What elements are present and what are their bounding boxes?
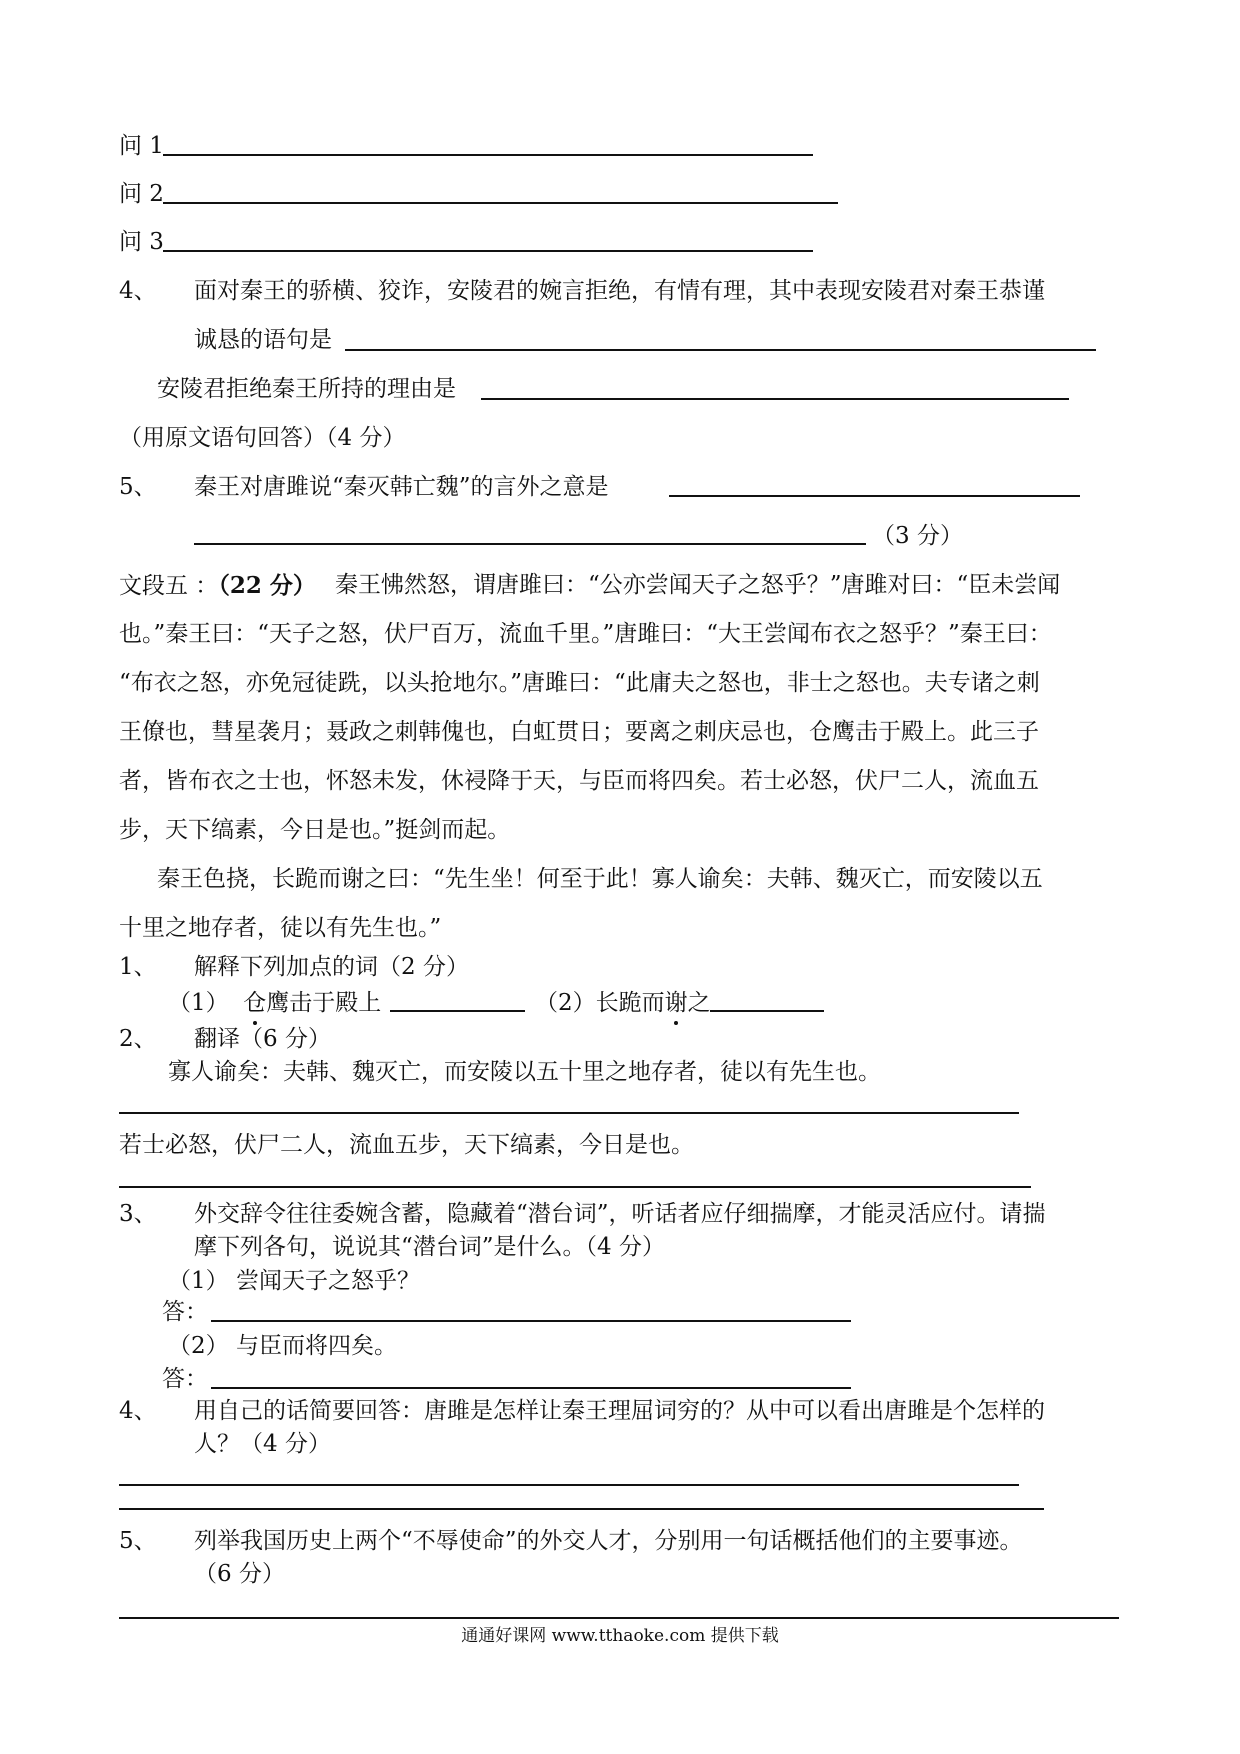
- q2-sentence-2: 若士必怒，伏尸二人，流血五步，天下缟素，今日是也。: [119, 1132, 694, 1158]
- answer-line-2[interactable]: [163, 202, 838, 204]
- q4-line-1: 用自己的话简要回答：唐雎是怎样让秦王理屈词穷的？从中可以看出唐雎是个怎样的: [194, 1398, 1045, 1424]
- q4-line-2: 人？（4 分）: [194, 1431, 331, 1457]
- q4-upper-line2: 诚恳的语句是: [194, 327, 332, 353]
- q3-answer-label-1: 答：: [162, 1299, 208, 1325]
- passage-score: （22 分）: [218, 572, 316, 599]
- q2-sentence-1: 寡人谕矣：夫韩、魏灭亡，而安陵以五十里之地存者，徒以有先生也。: [168, 1059, 881, 1085]
- answer-line-3[interactable]: [163, 250, 813, 252]
- q5-upper-answer-line-2[interactable]: [194, 543, 866, 545]
- passage-line-8: 十里之地存者，徒以有先生也。”: [119, 915, 442, 941]
- q3-line-1: 外交辞令往往委婉含蓄，隐藏着“潜台词”，听话者应仔细揣摩，才能灵活应付。请揣: [194, 1201, 1046, 1227]
- q1-item-2-pre: （2）长跪而: [535, 990, 665, 1016]
- q4-upper-answer-line-2[interactable]: [481, 398, 1069, 400]
- q1-text: 解释下列加点的词（2 分）: [194, 954, 469, 980]
- answer-label-3: 问 3: [119, 229, 164, 255]
- passage-line-1: 秦王怫然怒，谓唐雎曰：“公亦尝闻天子之怒乎？”唐雎对曰：“臣未尝闻: [335, 572, 1061, 598]
- q3-answer-label-2: 答：: [162, 1366, 208, 1392]
- answer-label-2: 问 2: [119, 181, 164, 207]
- q4-upper-answer-line-1[interactable]: [345, 349, 1096, 351]
- q1-item-1-number: （1）: [168, 990, 229, 1016]
- q5-answer-line[interactable]: [119, 1617, 1119, 1619]
- q1-dotted-word-2: 谢: [664, 990, 688, 1016]
- q5-number: 5、: [119, 1528, 157, 1554]
- q4-upper-number: 4、: [119, 278, 157, 304]
- q5-upper-score: （3 分）: [872, 523, 963, 549]
- q2-text: 翻译（6 分）: [194, 1026, 331, 1052]
- answer-line-1[interactable]: [163, 154, 813, 156]
- q3-answer-line-2[interactable]: [211, 1387, 851, 1389]
- answer-label-1: 问 1: [119, 133, 164, 159]
- passage-line-3: “布衣之怒，亦免冠徒跣，以头抢地尔。”唐雎曰：“此庸夫之怒也，非士之怒也。夫专诸之刺: [119, 670, 1040, 696]
- passage-line-2: 也。”秦王曰：“天子之怒，伏尸百万，流血千里。”唐雎曰：“大王尝闻布衣之怒乎？”秦王曰：: [119, 621, 1052, 647]
- q3-sub-2: （2） 与臣而将四矣。: [168, 1333, 397, 1359]
- q3-answer-line-1[interactable]: [211, 1320, 851, 1322]
- q3-line-2: 摩下列各句，说说其“潜台词”是什么。（4 分）: [194, 1234, 665, 1260]
- passage-line-4: 王僚也，彗星袭月；聂政之刺韩傀也，白虹贯日；要离之刺庆忌也，仓鹰击于殿上。此三子: [119, 719, 1039, 745]
- q1-dotted-word-1: 仓: [243, 990, 267, 1016]
- passage-line-5: 者，皆布衣之士也，怀怒未发，休祲降于天，与臣而将四矣。若士必怒，伏尸二人，流血五: [119, 768, 1039, 794]
- passage-label-text: 文段五 ：: [119, 573, 219, 599]
- passage-label: [119, 574, 316, 598]
- q1-answer-line-1[interactable]: [390, 1010, 525, 1012]
- q5-upper-number: 5、: [119, 474, 157, 500]
- page-footer: 通通好课网 www.tthaoke.com 提供下载: [461, 1626, 779, 1646]
- q4-upper-line3: 安陵君拒绝秦王所持的理由是: [157, 376, 456, 402]
- q4-upper-line4: （用原文语句回答）（4 分）: [119, 425, 406, 451]
- q1-item-1: [168, 992, 381, 1015]
- q5-line-1: 列举我国历史上两个“不辱使命”的外交人才，分别用一句话概括他们的主要事迹。: [194, 1528, 1023, 1554]
- q2-answer-line-2[interactable]: [119, 1186, 1031, 1188]
- passage-line-7: 秦王色挠，长跪而谢之曰：“先生坐！何至于此！寡人谕矣：夫韩、魏灭亡，而安陵以五: [157, 866, 1043, 892]
- q2-answer-line-1[interactable]: [119, 1112, 1019, 1114]
- q5-upper-line1: 秦王对唐雎说“秦灭韩亡魏”的言外之意是: [194, 474, 609, 500]
- q4-upper-line1: 面对秦王的骄横、狡诈，安陵君的婉言拒绝，有情有理，其中表现安陵君对秦王恭谨: [194, 278, 1045, 304]
- q1-item-2-rest: 之: [687, 990, 711, 1016]
- passage-line-6: 步，天下缟素，今日是也。”挺剑而起。: [119, 817, 511, 843]
- q1-answer-line-2[interactable]: [710, 1010, 824, 1012]
- q1-number: 1、: [119, 954, 157, 980]
- q5-upper-answer-line-1[interactable]: [669, 495, 1080, 497]
- q3-number: 3、: [119, 1201, 157, 1227]
- q4-answer-line-1[interactable]: [119, 1484, 1019, 1486]
- q4-answer-line-2[interactable]: [119, 1508, 1044, 1510]
- q1-item-1-rest: 鹰击于殿上: [266, 990, 382, 1016]
- q2-number: 2、: [119, 1026, 157, 1052]
- q4-number: 4、: [119, 1398, 157, 1424]
- q1-item-2: [535, 992, 711, 1015]
- q3-sub-1: （1） 尝闻天子之怒乎？: [168, 1268, 420, 1294]
- q5-line-2: （6 分）: [194, 1561, 285, 1587]
